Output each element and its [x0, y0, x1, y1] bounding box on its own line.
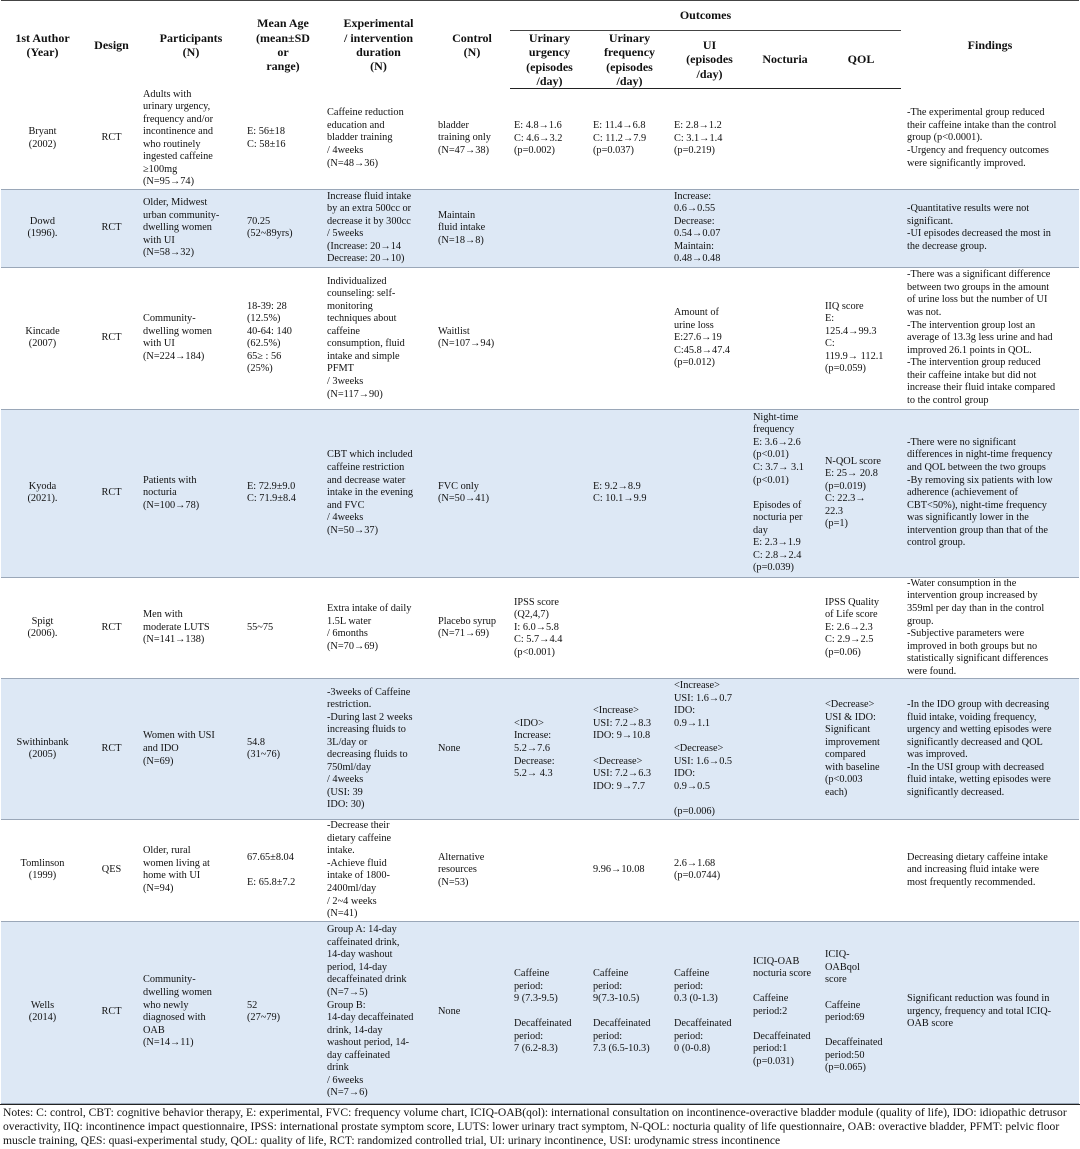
cell-participants: Adults with urinary urgency, frequency and/or incontinence and who routinely ingested caffeine ≥100mg (N=95→74)	[139, 89, 243, 190]
cell-ui	[670, 577, 749, 678]
cell-age: E: 56±18 C: 58±16	[243, 89, 323, 190]
cell-participants: Older, Midwest urban community- dwelling women with UI (N=58→32)	[139, 189, 243, 267]
cell-frequency	[589, 189, 670, 267]
cell-author: Kyoda (2021).	[1, 409, 84, 577]
cell-urgency	[510, 189, 589, 267]
cell-qol: ICIQ- OABqol score Caffeine period:69 Decaffeinated period:50 (p=0.065)	[821, 921, 901, 1103]
cell-urgency: IPSS score (Q2,4,7) I: 6.0→5.8 C: 5.7→4.4 (p<0.001)	[510, 577, 589, 678]
header-author: 1st Author (Year)	[1, 1, 84, 89]
cell-qol	[821, 189, 901, 267]
cell-frequency	[589, 267, 670, 409]
cell-age: 18-39: 28 (12.5%) 40-64: 140 (62.5%) 65≥ : 56 (25%)	[243, 267, 323, 409]
cell-frequency: 9.96→10.08	[589, 820, 670, 921]
cell-age: 67.65±8.04 E: 65.8±7.2	[243, 820, 323, 921]
cell-findings: -Quantitative results were not significant. -UI episodes decreased the most in the decrease group.	[901, 189, 1079, 267]
header-frequency: Urinary frequency (episodes /day)	[589, 31, 670, 89]
cell-design: RCT	[84, 921, 139, 1103]
cell-qol	[821, 89, 901, 190]
cell-ui: Caffeine period: 0.3 (0-1.3) Decaffeinated period: 0 (0-0.8)	[670, 921, 749, 1103]
cell-frequency: E: 9.2→8.9 C: 10.1→9.9	[589, 409, 670, 577]
cell-experimental: CBT which included caffeine restriction and decrease water intake in the evening and FVC / 4weeks (N=50→37)	[323, 409, 434, 577]
cell-findings: -There were no significant differences in night-time frequency and QOL between the two groups -By removing six patients with low adherence (achievement of CBT<50%), night-time frequency was significantly lower in the intervention group than that of the control group.	[901, 409, 1079, 577]
cell-control: Alternative resources (N=53)	[434, 820, 510, 921]
cell-design: RCT	[84, 189, 139, 267]
table-row	[1, 267, 1079, 409]
cell-age: E: 72.9±9.0 C: 71.9±8.4	[243, 409, 323, 577]
cell-experimental: Extra intake of daily 1.5L water / 6months (N=70→69)	[323, 577, 434, 678]
cell-author: Tomlinson (1999)	[1, 820, 84, 921]
cell-experimental: Group A: 14-day caffeinated drink, 14-day washout period, 14-day decaffeinated drink (N=7→5) Group B: 14-day decaffeinated drink, 14-day washout period, 14- day caffeinated drink / 6weeks (N=7→6)	[323, 921, 434, 1103]
cell-experimental: -Decrease their dietary caffeine intake. -Achieve fluid intake of 1800- 2400ml/day / 2~4 weeks (N=41)	[323, 820, 434, 921]
cell-ui: 2.6→1.68 (p=0.0744)	[670, 820, 749, 921]
cell-findings: Significant reduction was found in urgency, frequency and total ICIQ- OAB score	[901, 921, 1079, 1103]
studies-table	[1, 0, 1079, 1104]
cell-design: RCT	[84, 89, 139, 190]
cell-urgency: <IDO> Increase: 5.2→7.6 Decrease: 5.2→ 4.3	[510, 679, 589, 820]
cell-age: 55~75	[243, 577, 323, 678]
cell-findings: Decreasing dietary caffeine intake and increasing fluid intake were most frequently recommended.	[901, 820, 1079, 921]
cell-experimental: Increase fluid intake by an extra 500cc or decrease it by 300cc / 5weeks (Increase: 20→14 Decrease: 20→10)	[323, 189, 434, 267]
cell-control: Waitlist (N=107→94)	[434, 267, 510, 409]
cell-nocturia	[749, 267, 821, 409]
table-row	[1, 679, 1079, 820]
table-row	[1, 189, 1079, 267]
cell-findings: -There was a significant difference between two groups in the amount of urine loss but the number of UI was not. -The intervention group lost an average of 13.3g less urine and had improved 26.1 points in QOL. -The intervention group reduced their caffeine intake but did not increase their fluid intake compared to the control group	[901, 267, 1079, 409]
cell-ui	[670, 409, 749, 577]
header-urgency: Urinary urgency (episodes /day)	[510, 31, 589, 89]
cell-control: Maintain fluid intake (N=18→8)	[434, 189, 510, 267]
cell-experimental: Caffeine reduction education and bladder training / 4weeks (N=48→36)	[323, 89, 434, 190]
header-experimental: Experimental / intervention duration (N)	[323, 1, 434, 89]
cell-ui: Increase: 0.6→0.55 Decrease: 0.54→0.07 Maintain: 0.48→0.48	[670, 189, 749, 267]
cell-design: QES	[84, 820, 139, 921]
cell-participants: Men with moderate LUTS (N=141→138)	[139, 577, 243, 678]
cell-control: bladder training only (N=47→38)	[434, 89, 510, 190]
cell-nocturia: Night-time frequency E: 3.6→2.6 (p<0.01) C: 3.7→ 3.1 (p<0.01) Episodes of nocturia per day E: 2.3→1.9 C: 2.8→2.4 (p=0.039)	[749, 409, 821, 577]
cell-qol	[821, 820, 901, 921]
cell-nocturia	[749, 577, 821, 678]
header-participants: Participants (N)	[139, 1, 243, 89]
cell-qol: <Decrease> USI & IDO: Significant improvement compared with baseline (p<0.003 each)	[821, 679, 901, 820]
cell-qol: N-QOL score E: 25→ 20.8 (p=0.019) C: 22.3→ 22.3 (p=1)	[821, 409, 901, 577]
cell-ui: E: 2.8→1.2 C: 3.1→1.4 (p=0.219)	[670, 89, 749, 190]
cell-urgency	[510, 820, 589, 921]
cell-author: Kincade (2007)	[1, 267, 84, 409]
cell-urgency: E: 4.8→1.6 C: 4.6→3.2 (p=0.002)	[510, 89, 589, 190]
table-row	[1, 921, 1079, 1103]
header-findings: Findings	[901, 1, 1079, 89]
cell-age: 52 (27~79)	[243, 921, 323, 1103]
cell-findings: -The experimental group reduced their caffeine intake than the control group (p<0.0001). -Urgency and frequency outcomes were significantly improved.	[901, 89, 1079, 190]
cell-age: 70.25 (52~89yrs)	[243, 189, 323, 267]
cell-frequency: <Increase> USI: 7.2→8.3 IDO: 9→10.8 <Decrease> USI: 7.2→6.3 IDO: 9→7.7	[589, 679, 670, 820]
cell-nocturia	[749, 89, 821, 190]
cell-frequency	[589, 577, 670, 678]
cell-experimental: -3weeks of Caffeine restriction. -During last 2 weeks increasing fluids to 3L/day or decreasing fluids to 750ml/day / 4weeks (USI: 39 IDO: 30)	[323, 679, 434, 820]
cell-nocturia	[749, 679, 821, 820]
header-design: Design	[84, 1, 139, 89]
cell-participants: Women with USI and IDO (N=69)	[139, 679, 243, 820]
cell-design: RCT	[84, 267, 139, 409]
header-ui: UI (episodes /day)	[670, 31, 749, 89]
cell-participants: Older, rural women living at home with UI (N=94)	[139, 820, 243, 921]
table-row	[1, 89, 1079, 190]
cell-design: RCT	[84, 679, 139, 820]
header-age: Mean Age (mean±SD or range)	[243, 1, 323, 89]
cell-author: Swithinbank (2005)	[1, 679, 84, 820]
cell-design: RCT	[84, 577, 139, 678]
header-control: Control (N)	[434, 1, 510, 89]
cell-urgency	[510, 267, 589, 409]
cell-qol: IIQ score E: 125.4→99.3 C: 119.9→ 112.1 (p=0.059)	[821, 267, 901, 409]
cell-nocturia	[749, 820, 821, 921]
cell-author: Bryant (2002)	[1, 89, 84, 190]
cell-author: Wells (2014)	[1, 921, 84, 1103]
cell-nocturia: ICIQ-OAB nocturia score Caffeine period:2 Decaffeinated period:1 (p=0.031)	[749, 921, 821, 1103]
cell-control: FVC only (N=50→41)	[434, 409, 510, 577]
cell-author: Dowd (1996).	[1, 189, 84, 267]
cell-control: Placebo syrup (N=71→69)	[434, 577, 510, 678]
table-notes: Notes: C: control, CBT: cognitive behavior therapy, E: experimental, FVC: frequency volume chart, ICIQ-OAB(qol): international consultation on incontinence-overactive bladder module (quality of life), IDO: idiopathic detrusor overactivity, IIQ: incontinence impact questionnaire, IPSS: international prostate symptom score, LUTS: lower urinary tract symptom, N-QOL: nocturia quality of life questionnaire, OAB: overactive bladder, PFMT: pelvic floor muscle training, QES: quasi-experimental study, QOL: quality of life, RCT: randomized controlled trial, UI: urinary incontinence, USI: urodynamic stress incontinence	[0, 1104, 1080, 1149]
cell-ui: Amount of urine loss E:27.6→19 C:45.8→47.4 (p=0.012)	[670, 267, 749, 409]
cell-experimental: Individualized counseling: self- monitoring techniques about caffeine consumption, fluid intake and simple PFMT / 3weeks (N=117→90)	[323, 267, 434, 409]
cell-qol: IPSS Quality of Life score E: 2.6→2.3 C: 2.9→2.5 (p=0.06)	[821, 577, 901, 678]
cell-control: None	[434, 921, 510, 1103]
cell-participants: Community- dwelling women who newly diagnosed with OAB (N=14→11)	[139, 921, 243, 1103]
header-qol: QOL	[821, 31, 901, 89]
cell-frequency: Caffeine period: 9(7.3-10.5) Decaffeinated period: 7.3 (6.5-10.3)	[589, 921, 670, 1103]
table-row	[1, 577, 1079, 678]
cell-urgency	[510, 409, 589, 577]
table-row	[1, 820, 1079, 921]
cell-frequency: E: 11.4→6.8 C: 11.2→7.9 (p=0.037)	[589, 89, 670, 190]
table-row	[1, 409, 1079, 577]
cell-urgency: Caffeine period: 9 (7.3-9.5) Decaffeinated period: 7 (6.2-8.3)	[510, 921, 589, 1103]
cell-findings: -In the IDO group with decreasing fluid intake, voiding frequency, urgency and wetting episodes were significantly decreased and QOL was improved. -In the USI group with decreased fluid intake, wetting episodes were significantly decreased.	[901, 679, 1079, 820]
cell-author: Spigt (2006).	[1, 577, 84, 678]
header-nocturia: Nocturia	[749, 31, 821, 89]
cell-participants: Community- dwelling women with UI (N=224→184)	[139, 267, 243, 409]
cell-age: 54.8 (31~76)	[243, 679, 323, 820]
cell-ui: <Increase> USI: 1.6→0.7 IDO: 0.9→1.1 <Decrease> USI: 1.6→0.5 IDO: 0.9→0.5 (p=0.006)	[670, 679, 749, 820]
cell-control: None	[434, 679, 510, 820]
cell-design: RCT	[84, 409, 139, 577]
cell-participants: Patients with nocturia (N=100→78)	[139, 409, 243, 577]
cell-nocturia	[749, 189, 821, 267]
header-outcomes: Outcomes	[510, 1, 901, 31]
cell-findings: -Water consumption in the intervention group increased by 359ml per day than in the control group. -Subjective parameters were improved in both groups but no statistically significant differences were found.	[901, 577, 1079, 678]
